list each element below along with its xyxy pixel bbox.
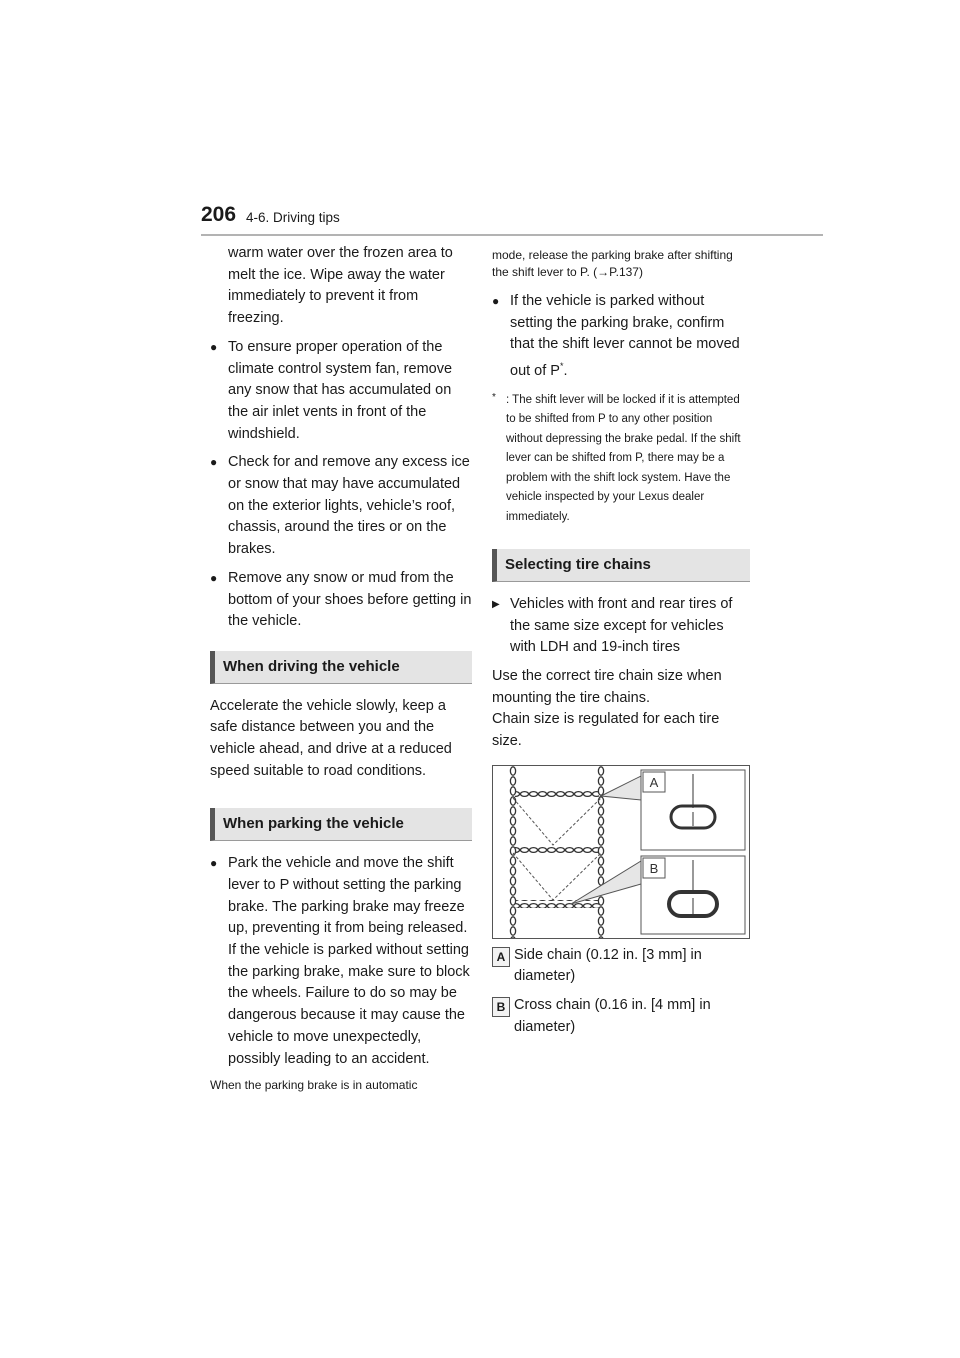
page-number: 206 — [201, 203, 237, 226]
footnote-text: : The shift lever will be locked if it is attempted to be shifted from P to any other position without depressing the brake pedal. If the shift lever can be shifted from P, there may be a problem with the shift lock system. Have the vehicle inspected by your Lexus dealer immediately. — [506, 393, 741, 523]
chains-text: Chain size is regulated for each tire size. — [492, 711, 720, 750]
footnote-ref: * — [559, 361, 564, 372]
continued-text: warm water over the frozen area to melt the ice. Wipe away the water immediately to prevent it from freezing. — [228, 245, 453, 327]
list-item-text: To ensure proper operation of the climate control system fan, remove any snow that has accumulated on the air inlet vents in front of the windshield. — [228, 338, 453, 442]
list-item — [210, 452, 472, 561]
heading-parking: When parking the vehicle — [210, 808, 472, 841]
section-title: 4-6. Driving tips — [246, 210, 340, 225]
cross-chain — [515, 900, 599, 908]
callout-item — [492, 945, 750, 988]
bullet-icon: ● — [210, 856, 218, 871]
callout-label: A — [492, 947, 510, 967]
list-item — [492, 594, 750, 659]
bullet-icon: ● — [210, 339, 218, 354]
tire-chain-illustration — [493, 766, 749, 938]
cross-chain — [515, 790, 599, 798]
list-item — [210, 568, 472, 633]
callout-label: B — [492, 997, 510, 1017]
heading-chains: Selecting tire chains — [492, 549, 750, 582]
list-item — [492, 291, 750, 383]
tire-chain-figure — [492, 765, 750, 939]
list-item-text: Vehicles with front and rear tires of the same size except for vehicles with LDH and 19-inch tires — [510, 595, 733, 656]
figure-label-a: A — [649, 774, 659, 790]
bullet-icon: ● — [210, 455, 218, 470]
list-item — [210, 337, 472, 446]
figure-label-b: B — [649, 860, 659, 876]
cross-chain — [515, 845, 599, 853]
list-item-text: Remove any snow or mud from the bottom of your shoes before getting in the vehicle. — [228, 569, 472, 630]
parking-small-text: When the parking brake is in automatic — [210, 1078, 418, 1093]
callout-text: Cross chain (0.16 in. [4 mm] in diameter) — [514, 997, 711, 1035]
list-item-text: If the vehicle is parked without setting the parking brake, confirm that the shift lever cannot be moved out of P — [510, 293, 740, 379]
header-rule — [201, 234, 823, 236]
list-item-text: Check for and remove any excess ice or snow that may have accumulated on the exterior lights, vehicle’s roof, chassis, around the tires or on the brakes. — [228, 454, 470, 558]
list-item-end: . — [563, 362, 568, 379]
list-item-text: Park the vehicle and move the shift lever to P without setting the parking brake. The parking brake may freeze up, preventing it from being released. If the vehicle is parked without setting the parking brake, make sure to block the wheels. Failure to do so may be dangerous because it may cause the vehicle to move unexpectedly, possibly leading to an accident. — [228, 855, 470, 1067]
bullet-icon: ● — [492, 294, 500, 308]
heading-driving: When driving the vehicle — [210, 651, 472, 684]
right-column — [492, 243, 750, 1046]
list-item — [210, 853, 472, 1070]
left-column — [210, 243, 472, 1094]
callout-text: Side chain (0.12 in. [3 mm] in diameter) — [514, 946, 702, 985]
callout-item — [492, 995, 750, 1038]
driving-text: Accelerate the vehicle slowly, keep a safe distance between you and the vehicle ahead, and drive at a reduced speed suitable to road conditions. — [210, 697, 452, 779]
footnote-mark: * — [492, 391, 496, 403]
chains-text: Use the correct tire chain size when mounting the tire chains. — [492, 667, 722, 706]
footnote — [492, 391, 750, 528]
bullet-icon: ● — [210, 570, 218, 585]
continued-small-text: mode, release the parking brake after shifting the shift lever to P. (→P.137) — [492, 248, 733, 279]
triangle-bullet-icon: ▶ — [492, 598, 500, 610]
